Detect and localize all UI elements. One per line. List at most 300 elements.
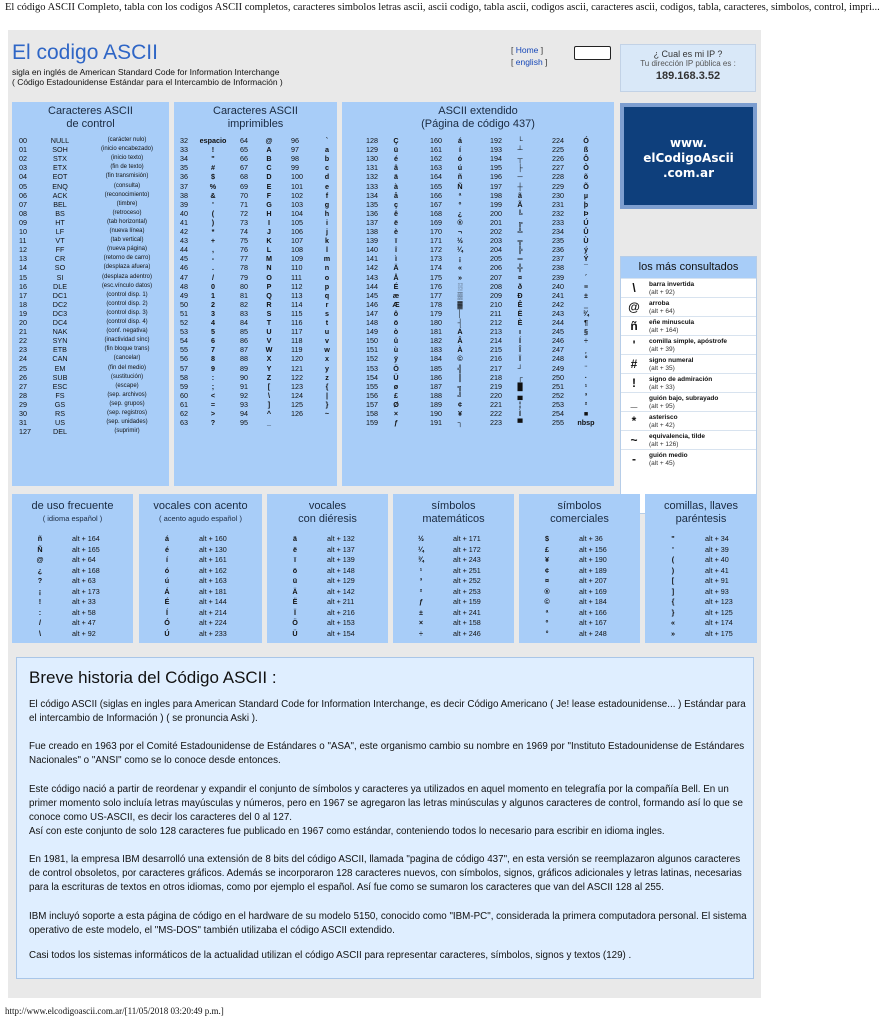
alt-code-row [393,566,514,575]
code-cell: 150 [366,336,378,346]
panel-title: símbolos [431,500,476,512]
char-cell: Ó [583,136,589,145]
char-cell: ã [518,190,522,200]
alt-code-cell: alt + 158 [453,618,481,627]
char-cell: é [394,154,398,164]
code-cell: 09 [19,217,27,227]
char-cell: █ [517,381,523,391]
code-cell: 183 [430,345,442,355]
char-cell: É [393,281,399,291]
char-cell: D [266,172,272,182]
alt-code-row [267,629,388,638]
alt-code-row [267,576,388,585]
table-row [12,327,169,336]
symbol-cell: SUB [52,372,68,382]
code-cell: 87 [240,345,248,355]
char-cell: < [210,390,216,400]
char-cell: z [325,372,329,382]
alt-code-cell: alt + 137 [327,544,355,554]
code-cell: 180 [430,318,442,327]
table-row [12,300,169,309]
alt-code-cell: alt + 41 [705,565,729,575]
table-row [342,418,614,427]
favorite-code: (alt + 164) [649,327,679,334]
code-cell: 32 [180,136,188,145]
favorite-code: (alt + 64) [649,308,675,315]
char-cell: Â [457,336,463,346]
char-cell: espacio [199,136,227,145]
table-row [342,291,614,300]
table-row [12,200,169,209]
char-cell: j [326,227,328,236]
code-cell: 89 [240,363,248,373]
char-cell: ¦ [518,399,521,409]
alt-code-row [139,618,262,627]
code-cell: 193 [490,145,502,155]
code-cell: 106 [291,227,303,236]
table-row [174,172,337,181]
code-cell: 39 [180,199,188,209]
char-cell: ] [267,399,271,409]
alt-code-row [139,566,262,575]
code-cell: 139 [366,236,378,246]
symbol-cell: DC2 [52,299,68,309]
alt-codes-panel [139,494,262,643]
code-cell: 08 [19,208,27,218]
char-cell: ® [457,217,463,227]
table-row [12,182,169,191]
code-cell: 67 [240,163,248,173]
symbol-cell: FS [55,390,65,400]
alt-code-cell: alt + 241 [453,607,481,617]
symbol-cell: EM [54,363,66,373]
table-row [342,200,614,209]
code-cell: 84 [240,318,248,327]
char-cell: nbsp [577,418,595,428]
ad-banner[interactable] [620,103,757,209]
char-cell: @ [265,136,273,145]
char-cell: ─ [517,172,523,182]
char-cell: Å [393,272,399,282]
char-cell: ╠ [517,245,523,255]
code-cell: 238 [552,263,564,273]
alt-codes-panel [267,494,388,643]
char-cell: ¸ [584,345,588,355]
char-cell: × [418,618,424,627]
favorite-item[interactable] [621,354,756,373]
char-cell: N [266,263,272,273]
char-cell: á [458,136,462,145]
char-cell: / [39,618,41,627]
favorite-item[interactable] [621,392,756,411]
table-row [342,400,614,409]
code-cell: 235 [552,236,564,246]
char-cell: " [211,154,215,164]
symbol-cell: DC1 [52,290,68,300]
code-cell: 177 [430,290,442,300]
favorite-item[interactable] [621,316,756,335]
control-chars-panel [12,102,169,486]
page-title: El codigo ASCII [12,41,158,64]
code-cell: 114 [291,299,303,309]
code-cell: 24 [19,354,27,364]
alt-code-cell: alt + 216 [327,607,355,617]
alt-code-row [267,597,388,606]
alt-code-cell: alt + 224 [199,618,227,627]
code-cell: 199 [490,199,502,209]
panel-subtitle: ( idioma español ) [42,514,103,523]
favorite-name: asterisco [649,414,678,421]
code-cell: 224 [552,136,564,145]
search-input[interactable] [574,46,611,60]
symbol-cell: ETX [53,163,67,173]
code-cell: 171 [430,236,442,246]
char-cell: k [325,236,329,246]
code-cell: 241 [552,290,564,300]
alt-code-row [519,618,640,627]
code-cell: 36 [180,172,188,182]
code-cell: 71 [240,199,248,209]
code-cell: 178 [430,299,442,309]
favorite-item[interactable] [621,449,756,468]
table-row [174,227,337,236]
char-cell: ? [37,576,43,585]
favorite-item[interactable] [621,297,756,316]
footer-url: http://www.elcodigoascii.com.ar/[11/05/2018 03:20:49 p.m.] [5,1006,224,1016]
code-cell: 77 [240,254,248,264]
favorite-item[interactable] [621,411,756,430]
code-cell: 37 [180,181,188,191]
code-cell: 103 [291,199,303,209]
code-cell: 187 [430,381,442,391]
description-cell: (fin bloque trans) [104,346,150,353]
char-cell: ┌ [517,372,523,382]
char-cell: ½ [418,534,424,543]
code-cell: 53 [180,327,188,337]
symbol-cell: BEL [53,199,67,209]
char-cell: ┼ [517,181,523,191]
table-row [342,273,614,282]
char-cell: n [324,263,330,273]
favorite-code: (alt + 42) [649,422,675,429]
code-cell: 247 [552,345,564,355]
code-cell: 190 [430,409,442,418]
favorite-name: equivalencia, tilde [649,433,705,440]
alt-code-cell: alt + 63 [72,576,96,585]
code-cell: 144 [366,281,378,291]
code-cell: 129 [366,145,378,155]
symbol-cell: ETB [53,345,67,355]
table-row [342,254,614,263]
alt-code-cell: alt + 125 [705,607,733,617]
char-cell: ║ [457,372,463,382]
alt-code-cell: alt + 47 [72,618,96,627]
char-cell: £ [394,390,398,400]
code-cell: 201 [490,217,502,227]
alt-code-row [267,618,388,627]
alt-codes-panel [519,494,640,643]
code-cell: 229 [552,181,564,191]
panel-subtitle: ( acento agudo español ) [159,514,242,523]
code-cell: 237 [552,254,564,264]
symbol-cell: FF [55,245,65,255]
char-cell: á [165,534,169,543]
char-cell: s [325,308,329,318]
char-cell: ÷ [419,628,423,638]
favorite-item[interactable] [621,278,756,297]
history-paragraph: Así con este conjunto de solo 128 caracteres fue publicado en 1967 como estándar, conteniendo todos lo necesario para escribir en idioma ingles. [29,826,665,837]
alt-code-cell: alt + 156 [579,544,607,554]
code-cell: 141 [366,254,378,264]
code-cell: 192 [490,136,502,145]
code-cell: 121 [291,363,303,373]
code-cell: 233 [552,217,564,227]
alt-code-row [519,629,640,638]
home-link[interactable]: Home [515,45,539,55]
alt-code-row [519,534,640,543]
code-cell: 10 [19,227,27,236]
favorite-code: (alt + 33) [649,384,675,391]
table-row [174,345,337,354]
code-cell: 223 [490,418,502,428]
char-cell: » [671,628,675,638]
code-cell: 126 [291,409,303,418]
alt-code-row [12,534,133,543]
char-cell: Ø [393,399,399,409]
code-cell: 176 [430,281,442,291]
code-cell: 248 [552,354,564,364]
alt-code-cell: alt + 39 [705,544,729,554]
char-cell: ) [671,565,675,575]
char-cell: · [584,372,588,382]
favorite-code: (alt + 95) [649,403,675,410]
table-row [12,373,169,382]
code-cell: 143 [366,272,378,282]
table-row [174,209,337,218]
char-cell: ô [393,308,399,318]
table-row [174,245,337,254]
char-cell: ¾ [418,555,424,564]
code-cell: 152 [366,354,378,364]
code-cell: 219 [490,381,502,391]
alt-code-cell: alt + 36 [579,534,603,543]
code-cell: 02 [19,154,27,164]
code-cell: 153 [366,363,378,373]
char-cell: ] [671,586,675,596]
char-cell: Þ [583,208,589,218]
code-cell: 127 [19,427,31,437]
code-cell: 70 [240,190,248,200]
char-cell: Á [457,327,463,337]
char-cell: Í [519,336,521,346]
alt-code-cell: alt + 33 [72,597,96,606]
char-cell: # [211,163,215,173]
char-cell: i [326,217,328,227]
char-cell: I [268,217,270,227]
description-cell: (nueva página) [106,246,148,253]
char-cell: þ [583,199,589,209]
panel-subtitle: (Página de código 437) [421,118,535,130]
english-link[interactable]: english [515,57,543,67]
panel-title: vocales con acento [153,500,248,512]
char-cell: ¹ [584,381,588,391]
char-cell: ! [211,145,215,155]
table-row [12,218,169,227]
char-cell: « [671,618,675,627]
char-cell: ╔ [517,217,523,227]
code-cell: 213 [490,327,502,337]
code-cell: 252 [552,390,564,400]
code-cell: 181 [430,327,442,337]
char-cell: d [324,172,330,182]
code-cell: 30 [19,409,27,418]
ip-value: 189.168.3.52 [655,70,721,82]
char-cell: Q [266,290,272,300]
char-cell: ä [293,534,297,543]
char-cell: í [459,145,461,155]
history-paragraph: Este código nació a partir de reordenar y expandir el conjunto de símbolos y caracteres ya utilizados en aquel momento en telegrafía por la compañía Bell. En un primer momento solo incluía letras mayúsculas y números, pero en 1967 se agregaron las letras minúsculas y algunos caracteres de control, formando así lo que se conoce como US-ASCII, es decir los caracteres del 0 al 127. [29,784,743,823]
code-cell: 94 [240,409,248,418]
alt-code-row [12,587,133,596]
code-cell: 46 [180,263,188,273]
table-row [174,236,337,245]
panel-subtitle: imprimibles [227,118,284,130]
description-cell: (fin de texto) [110,164,144,171]
history-title: Breve historia del Código ASCII : [29,668,277,687]
favorite-item[interactable] [621,373,756,392]
favorite-item[interactable] [621,430,756,449]
char-cell: S [266,308,272,318]
table-row [174,336,337,345]
char-cell: o [324,272,330,282]
code-cell: 228 [552,172,564,182]
description-cell: (nueva línea) [109,228,145,234]
alt-code-row [12,629,133,638]
code-cell: 100 [291,172,303,182]
code-cell: 164 [430,172,442,182]
code-cell: 138 [366,227,378,236]
char-cell: ┤ [457,318,463,327]
table-row [342,382,614,391]
code-cell: 29 [19,399,27,409]
symbol-cell: CAN [52,354,68,364]
table-row [174,145,337,154]
code-cell: 227 [552,163,564,173]
char-cell: Ù [583,236,589,246]
table-row [174,200,337,209]
char-cell: ? [210,418,216,428]
char-cell: õ [583,172,589,182]
code-cell: 137 [366,217,378,227]
alt-code-cell: alt + 40 [705,555,729,564]
description-cell: (cancelar) [113,355,141,362]
alt-code-row [645,587,757,596]
table-row [174,364,337,373]
char-cell: È [517,318,523,327]
code-cell: 132 [366,172,378,182]
code-cell: 73 [240,217,248,227]
char-cell: 9 [211,363,215,373]
table-row [342,327,614,336]
char-cell: e [325,181,329,191]
code-cell: 17 [19,290,27,300]
code-cell: 110 [291,263,303,273]
code-cell: 204 [490,245,502,255]
favorite-item[interactable] [621,335,756,354]
char-cell: R [266,299,272,309]
alt-code-row [519,587,640,596]
code-cell: 34 [180,154,188,164]
favorite-glyph: # [630,357,638,371]
char-cell: ü [292,576,298,585]
alt-codes-panel [12,494,133,643]
table-row [174,218,337,227]
alt-code-row [12,545,133,554]
description-cell: (control disp. 3) [106,309,148,316]
char-cell: ■ [583,409,589,418]
char-cell: O [266,272,272,282]
table-row [12,172,169,181]
code-cell: 06 [19,190,27,200]
code-cell: 49 [180,290,188,300]
code-cell: 236 [552,245,564,255]
code-cell: 136 [366,208,378,218]
table-row [12,309,169,318]
char-cell: @ [36,555,44,564]
alt-code-cell: alt + 211 [327,597,355,606]
char-cell: Z [266,372,272,382]
code-cell: 242 [552,299,564,309]
table-row [342,263,614,272]
code-cell: 222 [490,409,502,418]
table-row [174,291,337,300]
char-cell: f [325,190,329,200]
alt-code-row [393,587,514,596]
code-cell: 249 [552,363,564,373]
char-cell: À [457,345,463,355]
favorite-code: (alt + 39) [649,346,675,353]
code-cell: 179 [430,308,442,318]
code-cell: 135 [366,199,378,209]
char-cell: ° [584,354,588,364]
char-cell: ë [394,217,398,227]
symbol-cell: STX [53,154,67,164]
char-cell: ë [293,544,297,554]
code-cell: 221 [490,399,502,409]
code-cell: 130 [366,154,378,164]
code-cell: 48 [180,281,188,291]
code-cell: 92 [240,390,248,400]
code-cell: 230 [552,190,564,200]
alt-code-row [645,545,757,554]
char-cell: í [166,555,168,564]
code-cell: 254 [552,409,564,418]
code-cell: 212 [490,318,502,327]
char-cell: Õ [583,181,589,191]
char-cell: ╗ [457,381,463,391]
char-cell: p [324,281,330,291]
char-cell: ¬ [457,227,463,236]
table-row [342,345,614,354]
code-cell: 33 [180,145,188,155]
char-cell: ä [394,172,398,182]
table-row [342,172,614,181]
table-row [12,282,169,291]
table-row [342,191,614,200]
symbol-cell: LF [55,227,65,236]
alt-code-row [645,566,757,575]
table-row [342,154,614,163]
